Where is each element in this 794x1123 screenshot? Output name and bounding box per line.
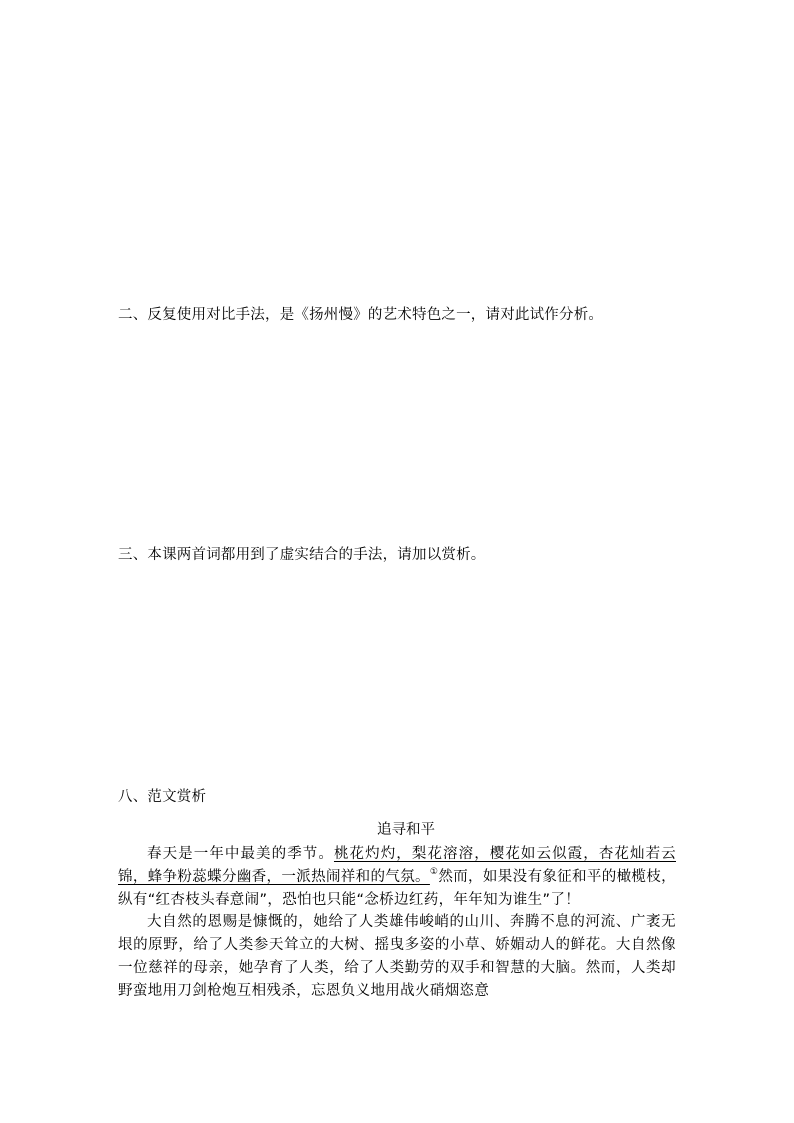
paragraph-1-tail: 然而，如果没有象征和平的橄榄枝，纵有“红杏枝头春意闹”，恐怕也只能“念桥边红药，年年知为谁生”了！	[118, 868, 676, 908]
underlined-passage: 桃花灼灼，梨花溶溶，樱花如云似霞，杏花灿若云锦，蜂争粉蕊蝶分幽香，一派热闹祥和的气氛。	[118, 846, 676, 885]
essay-paragraph-1	[118, 843, 676, 911]
footnote-marker: ①	[429, 866, 439, 877]
question-3: 三、本课两首词都用到了虚实结合的手法，请加以赏析。	[118, 547, 486, 563]
essay-title: 追寻和平	[377, 822, 435, 838]
paragraph-1-lead: 春天是一年中最美的季节。	[147, 846, 334, 862]
section-heading: 八、范文赏析	[118, 789, 207, 805]
essay-body	[118, 843, 676, 1003]
essay-title-row	[0, 820, 794, 840]
question-2: 二、反复使用对比手法，是《扬州慢》的艺术特色之一，请对此试作分析。	[118, 307, 604, 323]
essay-paragraph-2: 大自然的恩赐是慷慨的，她给了人类雄伟峻峭的山川、奔腾不息的河流、广袤无垠的原野，给了人类参天耸立的大树、摇曳多姿的小草、娇媚动人的鲜花。大自然像一位慈祥的母亲，她孕育了人类，给了人类勤劳的双手和智慧的大脑。然而，人类却野蛮地用刀剑枪炮互相残杀，忘恩负义地用战火硝烟恣意	[118, 914, 676, 999]
